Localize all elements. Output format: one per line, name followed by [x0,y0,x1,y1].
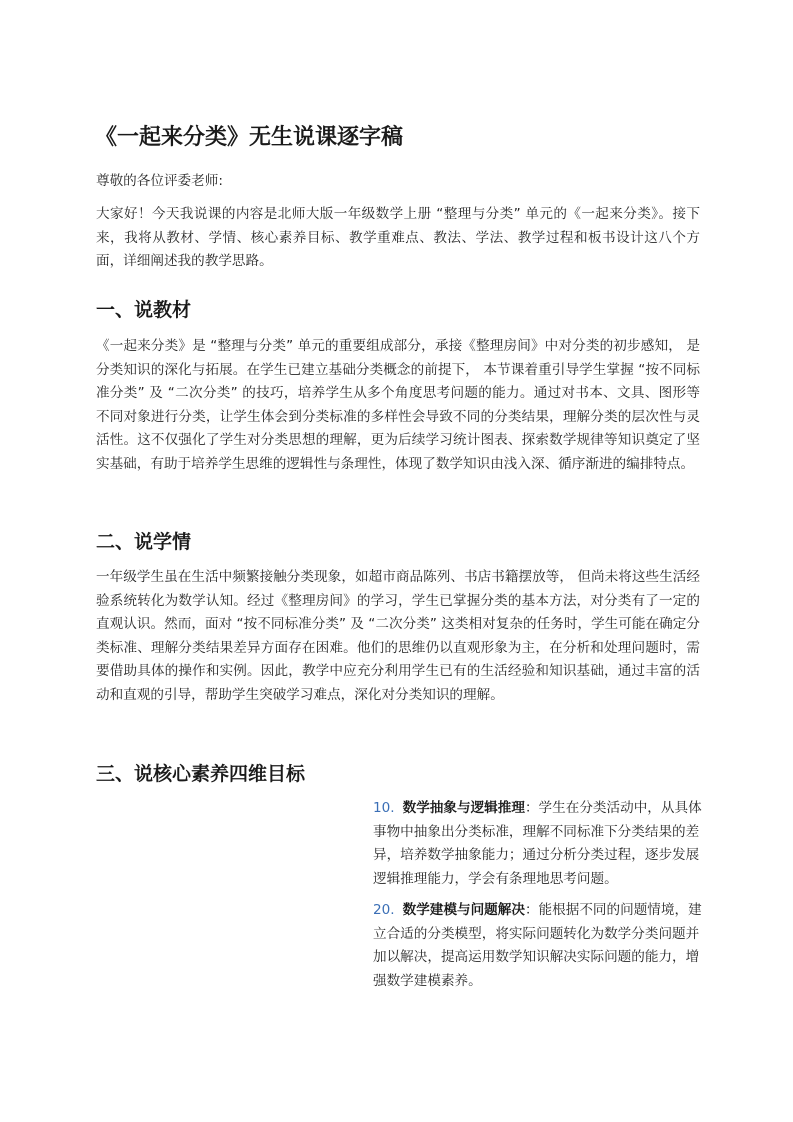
list-number: 10. [373,800,395,816]
list-term: 数学抽象与逻辑推理 [402,800,525,816]
section-heading-students: 二、说学情 [96,531,192,553]
list-item [355,797,705,891]
greeting: 尊敬的各位评委老师: [96,173,223,189]
list-term: 数学建模与问题解决 [402,902,525,918]
list-text: ：能根据不同的问题情境，建立合适的分类模型，将实际问题转化为数学分类问题并加以解决，提高运用数学知识解决实际问题的能力，增强数学建模素养。 [373,902,702,989]
section-heading-textbook: 一、说教材 [96,299,192,321]
list-number: 20. [373,902,395,918]
list-item [355,899,705,993]
page-title: 《一起来分类》无生说课逐字稿 [95,125,404,150]
section-body-textbook: 《一起来分类》是 “整理与分类” 单元的重要组成部分，承接《整理房间》中对分类的初步感知， 是分类知识的深化与拓展。在学生已建立基础分类概念的前提下， 本节课着重引导学生掌握 “按不同标准分类” 及 “二次分类” 的技巧，培养学生从多个角度思考问题的能力。通过对书本、文具、图形等不同对象进行分类，让学生体会到分类标准的多样性会导致不同的分类结果，理解分类的层次性与灵活性。这不仅强化了学生对分类思想的理解，更为后续学习统计图表、探索数学规律等知识奠定了坚实基础，有助于培养学生思维的逻辑性与条理性，体现了数学知识由浅入深、循序渐进的编排特点。 [96,338,700,472]
intro-paragraph: 大家好！今天我说课的内容是北师大版一年级数学上册 “整理与分类” 单元的《一起来分类》。接下来，我将从教材、学情、核心素养目标、教学重难点、教法、学法、教学过程和板书设计这八个方面，详细阐述我的教学思路。 [96,206,700,269]
section-heading-goals: 三、说核心素养四维目标 [96,763,306,785]
section-body-students: 一年级学生虽在生活中频繁接触分类现象，如超市商品陈列、书店书籍摆放等， 但尚未将这些生活经验系统转化为数学认知。经过《整理房间》的学习，学生已掌握分类的基本方法，对分类有了一定的直观认识。然而，面对 “按不同标准分类” 及 “二次分类” 这类相对复杂的任务时，学生可能在确定分类标准、理解分类结果差异方面存在困难。他们的思维仍以直观形象为主，在分析和处理问题时，需要借助具体的操作和实例。因此，教学中应充分利用学生已有的生活经验和知识基础，通过丰富的活动和直观的引导，帮助学生突破学习难点，深化对分类知识的理解。 [96,569,700,703]
goals-list [355,797,705,1001]
list-text: ：学生在分类活动中，从具体事物中抽象出分类标准，理解不同标准下分类结果的差异，培养数学抽象能力；通过分析分类过程，逐步发展逻辑推理能力，学会有条理地思考问题。 [373,800,702,887]
